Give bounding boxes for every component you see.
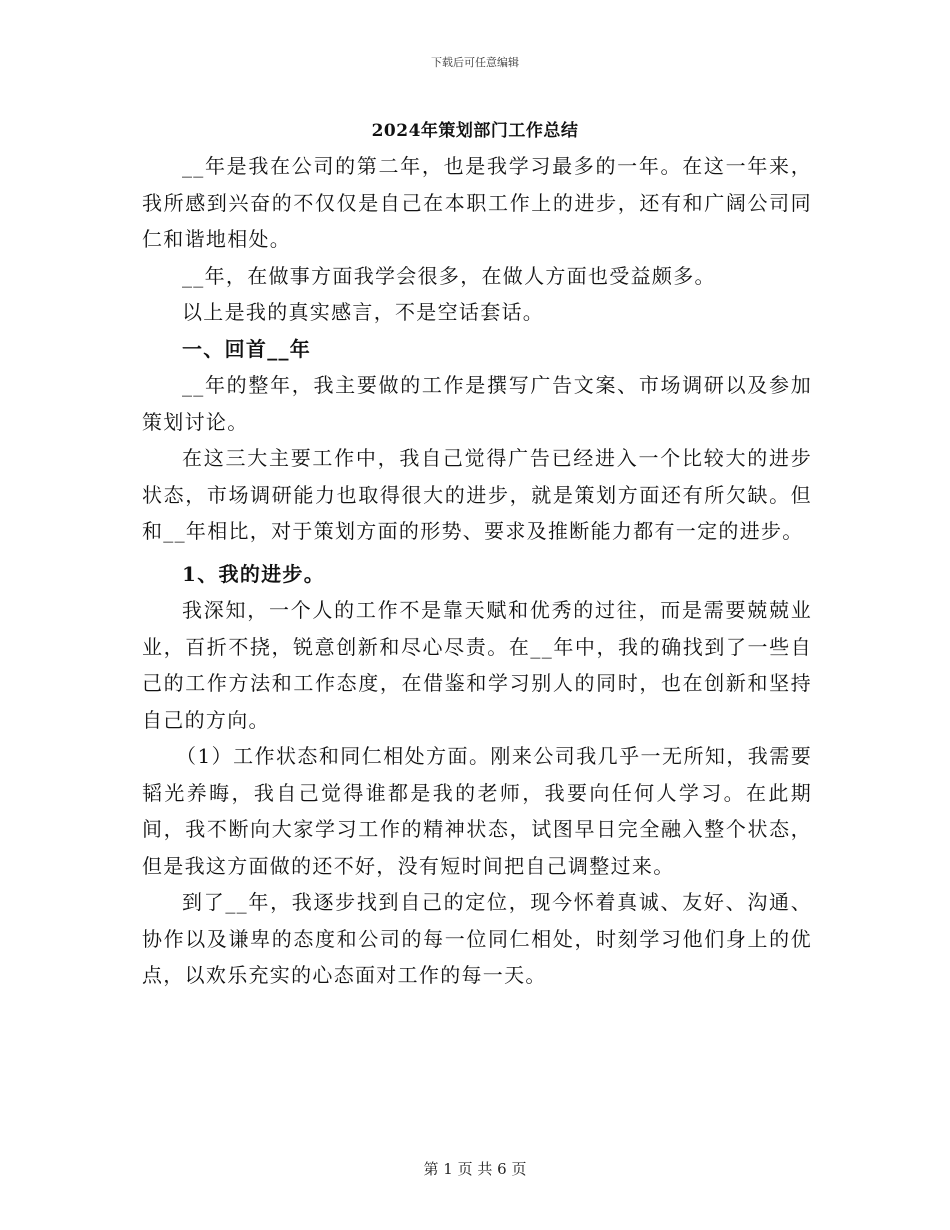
paragraph-diligence: 我深知，一个人的工作不是靠天赋和优秀的过往，而是需要兢兢业业，百折不挠，锐意创新和尽心尽责。在__年中，我的确找到了一些自己的工作方法和工作态度，在借鉴和学习别人的同时，也在创新和坚持自己的方向。	[142, 598, 812, 732]
subsection-heading-progress: 1、我的进步。	[182, 561, 326, 586]
page-header-note: 下载后可任意编辑	[431, 56, 519, 69]
document-title: 2024年策划部门工作总结	[371, 121, 579, 141]
paragraph-main-work: __年的整年，我主要做的工作是撰写广告文案、市场调研以及参加策划讨论。	[142, 373, 812, 434]
section-heading-review: 一、回首__年	[182, 336, 312, 361]
paragraph-sincere: 以上是我的真实感言，不是空话套话。	[182, 300, 545, 324]
document-body	[142, 148, 812, 994]
paragraph-learned: __年，在做事方面我学会很多，在做人方面也受益颇多。	[182, 263, 716, 288]
paragraph-three-tasks: 在这三大主要工作中，我自己觉得广告已经进入一个比较大的进步状态，市场调研能力也取得很大的进步，就是策划方面还有所欠缺。但和__年相比，对于策划方面的形势、要求及推断能力都有一定的进步。	[142, 446, 812, 543]
paragraph-work-state: （1）工作状态和同仁相处方面。刚来公司我几乎一无所知，我需要韬光养晦，我自己觉得谁都是我的老师，我要向任何人学习。在此期间，我不断向大家学习工作的精神状态，试图早日完全融入整个状态，但是我这方面做的还不好，没有短时间把自己调整过来。	[142, 744, 812, 878]
paragraph-positioning: 到了__年，我逐步找到自己的定位，现今怀着真诚、友好、沟通、协作以及谦卑的态度和公司的每一位同仁相处，时刻学习他们身上的优点，以欢乐充实的心态面对工作的每一天。	[142, 890, 812, 987]
page-number: 第 1 页 共 6 页	[423, 1160, 527, 1178]
paragraph-intro: __年是我在公司的第二年，也是我学习最多的一年。在这一年来，我所感到兴奋的不仅仅是自己在本职工作上的进步，还有和广阔公司同仁和谐地相处。	[142, 154, 812, 251]
